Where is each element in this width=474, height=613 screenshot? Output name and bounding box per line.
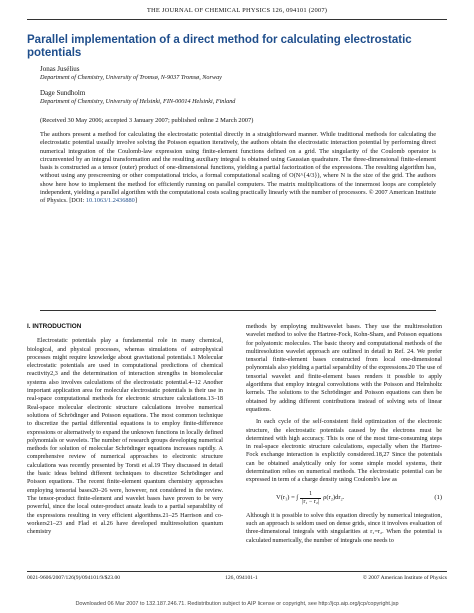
paper-title: Parallel implementation of a direct method for calculating electrostatic potentials <box>27 34 412 59</box>
doi-link[interactable]: 10.1063/1.2436880 <box>85 197 135 205</box>
abstract-end: ] <box>134 197 137 205</box>
footer <box>27 575 447 581</box>
paragraph: Electrostatic potentials play a fundamental role in many chemical, biological, and physical processes, whereas simulations of astrophysical processes might require knowledge about gravitational potentials.1 Molecular electrostatic potentials are used in computational predictions of chemical reactivity2,3 and the determination of interaction strengths in biomolecular systems also involves calculations of the electrostatic potential.4–12 Another important application area for molecular electrostatic potentials is their use in real-space computational methods for electronic structure calculations.13–18 Real-space molecular electronic structure calculations involve numerical solutions of Schrödinger and Poisson equations. The most common technique to discretize the partial differential equations is to employ finite-difference expressions or alternatively to expand the unknown functions in locally defined polynomials or wavelets. The number of research groups developing numerical methods for solution of molecular Schrödinger equations increases rapidly. A comprehensive review of numerical approaches to electronic structure calculations was recently presented by Torsti et al.19 They discussed in detail the basic ideas behind different techniques to discretize Schrödinger and Poisson equations. The recent finite-element quantum chemistry approaches employing tensorial bases20–26 were, however, not considered in the review. The tensor-product finite-element and wavelet bases have proven to be very powerful, since the local outer-product ansatz leads to a partial separability of the expressions resulting in very efficient algorithms.21–25 Harrison and co-workers21–23 and Flad et al.26 have developed multiresolution quantum chemistry <box>27 338 223 536</box>
abstract-text: The authors present a method for calculating the electrostatic potential directly in a straightforward manner. While traditional methods for calculating the electrostatic potential usually involve solving the Poisson equation iteratively, the authors obtain the electrostatic interaction potential by performing direct numerical integration of the Coulomb-law expression using finite-element functions defined on a grid. The singularity of the Coulomb operator is circumvented by an integral transformation and the resulting auxiliary integral is obtained using Gaussian quadrature. The three-dimensional finite-element basis is constructed as a tensor (outer) product of one-dimensional functions, yielding a partial factorization of the expressions. The resulting algorithm has, without using any prescreening or other computational tricks, a formal computational scaling of O(N^{4/3}), where N is the size of the grid. The authors show here how to implement the method for efficiently running on parallel computers. The matrix multiplications of the innermost loops are completely independent, yielding a parallel algorithm with the computational costs scaling practically linearly with the number of processors. © 2007 American Institute of Physics. [DOI: <box>40 131 436 205</box>
right-column <box>246 323 442 549</box>
paragraph: methods by employing multiwavelet bases. They use the multiresolution wavelet method to solve the Hartree-Fock, Kohn-Sham, and Poisson equations for polyatomic molecules. The basic theory and computational methods of the multiresolution wavelet approach are outlined in detail in Ref. 24. We prefer tensorial finite-element bases constructed from local one-dimensional polynomials also yielding a partial separability of the expressions.20 The use of tensorial wavelet and finite-element bases renders it possible to apply algorithms that employ integral convolutions with the Poisson and Helmholtz kernels. The solutions to the Schrödinger and Poisson equations can then be obtained by adding different contributions instead of solving sets of linear equations. <box>246 324 443 413</box>
header-rule <box>27 19 447 20</box>
received-dates: (Received 30 May 2006; accepted 3 January 2007; published online 2 March 2007) <box>40 117 254 124</box>
author-affiliation: Department of Chemistry, University of Helsinki, FIN-00014 Helsinki, Finland <box>40 98 236 105</box>
download-notice: Downloaded 06 Mar 2007 to 132.187.246.71. Redistribution subject to AIP license or copyright, see http://jcp.aip.org/jcp/copyright.jsp <box>75 601 399 607</box>
paragraph: Although it is possible to solve this equation directly by numerical integration, such an approach is seldom used on dense grids, since it involves evaluation of three-dimensional integrals with singularities at r₁=r₂. When the potential is calculated numerically, the number of integrals one needs to <box>246 512 442 544</box>
equation-1 <box>246 491 442 506</box>
footer-rule <box>27 571 447 572</box>
author-affiliation: Department of Chemistry, University of Tromsø, N-9037 Tromsø, Norway <box>40 74 222 81</box>
equation-rhs: ρ(r₂)dr₂. <box>323 493 345 501</box>
journal-header: THE JOURNAL OF CHEMICAL PHYSICS 126, 094101 (2007) <box>146 7 328 14</box>
author-name: Jonas Jusélius <box>40 65 80 73</box>
abstract-rule <box>40 310 436 311</box>
paragraph: In each cycle of the self-consistent field optimization of the electronic structure, the electrostatic potentials caused by the electrons must be determined with high accuracy. This is one of the most time-consuming steps in real-space electronic structure calculations, especially when the Hartree-Fock exchange interaction is explicitly considered.18,27 Since the potentials can be obtained analytically only for some simple model systems, their determination relies on numerical methods. The electrostatic potential can be expressed in term of a charge density using Coulomb's law as <box>246 419 442 484</box>
author-name: Dage Sundholm <box>40 89 86 97</box>
equation-number: (1) <box>434 493 442 501</box>
equation-numerator: 1 <box>309 490 313 497</box>
equation-lhs: V(r₁) = ∫ <box>276 493 299 501</box>
footer-center: 126, 094101-1 <box>225 575 258 581</box>
equation-denominator: |r₁ − r₂| <box>302 498 320 505</box>
footer-right: © 2007 American Institute of Physics <box>362 575 447 581</box>
section-heading: I. INTRODUCTION <box>27 323 82 330</box>
abstract <box>40 131 436 206</box>
left-column <box>27 323 223 540</box>
footer-left: 0021-9606/2007/126(9)/094101/9/$23.00 <box>27 575 121 581</box>
